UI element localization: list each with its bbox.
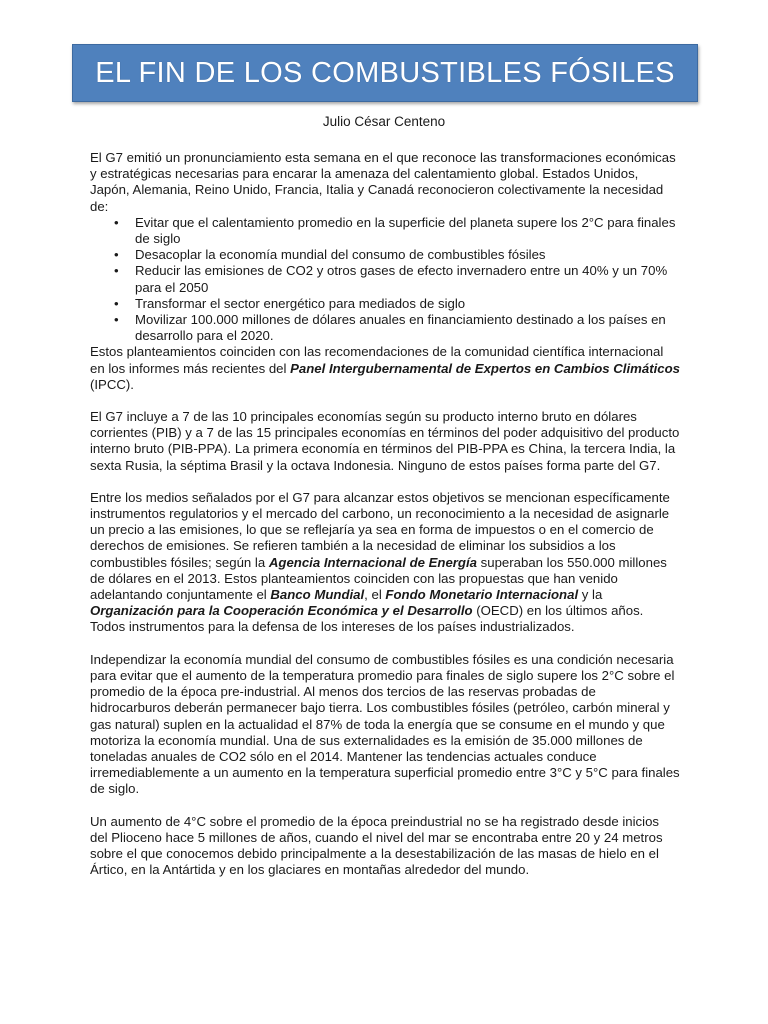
text-run: (IPCC). [90, 376, 134, 392]
instruments-paragraph [90, 490, 680, 636]
list-item-text: Desacoplar la economía mundial del consumo de combustibles fósiles [135, 247, 546, 263]
list-item-text: Movilizar 100.000 millones de dólares anuales en financiamiento destinado a los países en desarrollo para el 2020. [135, 312, 666, 344]
objectives-list [90, 215, 680, 345]
intro-paragraph: El G7 emitió un pronunciamiento esta semana en el que reconoce las transformaciones económicas y estratégicas necesarias para encarar la amenaza del calentamiento global. Estados Unidos, Japón, Alemania, Reino Unido, Francia, Italia y Canadá reconocieron colectivamente la necesidad de: [90, 150, 676, 214]
iea-name: Agencia Internacional de Energía [268, 554, 477, 570]
bullet-icon: • [114, 247, 119, 263]
text-run: Estos planteamientos coinciden con las recomendaciones de la comunidad científica internacional en los informes más recientes del [90, 344, 664, 376]
document-title: EL FIN DE LOS COMBUSTIBLES FÓSILES [95, 56, 675, 89]
list-item [90, 296, 680, 312]
paragraph-spacer [90, 474, 680, 490]
text-run: superaban los 550.000 millones de dólares en el 2013. Estos planteamientos coinciden con las propuestas que han venido adelantando conjuntamente el [90, 554, 667, 603]
oecd-name: Organización para la Cooperación Económica y el Desarrollo [90, 603, 473, 619]
paragraph-spacer [90, 636, 680, 652]
text-run: Entre los medios señalados por el G7 para alcanzar estos objetivos se mencionan específicamente instrumentos regulatorios y el mercado del carbono, un reconocimiento a la necesidad de asignarle un precio a las emisiones, lo que se reflejaría ya sea en forma de impuestos o en el comercio de derechos de emisiones. Se refieren también a la necesidad de eliminar los subsidios a los combustibles fósiles; según la [90, 489, 670, 570]
pliocene-paragraph: Un aumento de 4°C sobre el promedio de la época preindustrial no se ha registrado desde inicios del Plioceno hace 5 millones de años, cuando el nivel del mar se encontraba entre 20 y 24 metros sobre el que conocemos debido principalmente a la desestabilización de las masas de hielo en el Ártico, en la Antártida y en los glaciares en montañas alrededor del mundo. [90, 813, 663, 878]
bullet-icon: • [114, 295, 119, 311]
bullet-icon: • [114, 312, 119, 328]
ipcc-paragraph [90, 344, 680, 393]
list-item-text: Transformar el sector energético para mediados de siglo [135, 295, 466, 311]
title-banner [72, 44, 698, 102]
text-run: y la [578, 587, 603, 603]
list-item [90, 263, 680, 295]
ipcc-name: Panel Intergubernamental de Expertos en Cambios Climáticos [290, 360, 680, 376]
paragraph-spacer [90, 393, 680, 409]
list-item-text: Evitar que el calentamiento promedio en la superficie del planeta supere los 2°C para finales de siglo [135, 214, 676, 247]
bullet-icon: • [114, 263, 119, 279]
imf-name: Fondo Monetario Internacional [385, 587, 579, 603]
document-body [90, 150, 680, 878]
list-item [90, 215, 680, 247]
list-item-text: Reducir las emisiones de CO2 y otros gases de efecto invernadero entre un 40% y un 70% para el 2050 [135, 263, 668, 295]
world-bank-name: Banco Mundial [270, 587, 365, 603]
g7-economies-paragraph: El G7 incluye a 7 de las 10 principales economías según su producto interno bruto en dólares corrientes (PIB) y a 7 de las 15 principales economías en términos del poder adquisitivo del producto interno bruto (PIB-PPA). La primera economía en términos del PIB-PPA es China, la tercera India, la sexta Rusia, la séptima Brasil y la octava Indonesia. Ninguno de estos países forma parte del G7. [90, 409, 680, 473]
text-run: (OECD) en los últimos años. Todos instrumentos para la defensa de los intereses de los países industrializados. [90, 603, 644, 635]
text-run: , el [364, 587, 386, 603]
bullet-icon: • [114, 214, 119, 230]
list-item [90, 312, 680, 344]
list-item [90, 247, 680, 263]
paragraph-spacer [90, 798, 680, 814]
fossil-independence-paragraph: Independizar la economía mundial del consumo de combustibles fósiles es una condición necesaria para evitar que el aumento de la temperatura promedio para finales de siglo supere los 2°C sobre el promedio de la época pre-industrial. Al menos dos tercios de las reservas probadas de hidrocarburos deberán permanecer bajo tierra. Los combustibles fósiles (petróleo, carbón mineral y gas natural) suplen en la actualidad el 87% de toda la energía que se consume en el mundo y que motoriza la economía mundial. Una de sus externalidades es la emisión de 35.000 millones de toneladas anuales de CO2 sólo en el 2014. Mantener las tendencias actuales conduce irremediablemente a un aumento en la temperatura superficial promedio entre 3°C y 5°C para finales de siglo. [90, 651, 680, 797]
author-line: Julio César Centeno [322, 114, 446, 129]
